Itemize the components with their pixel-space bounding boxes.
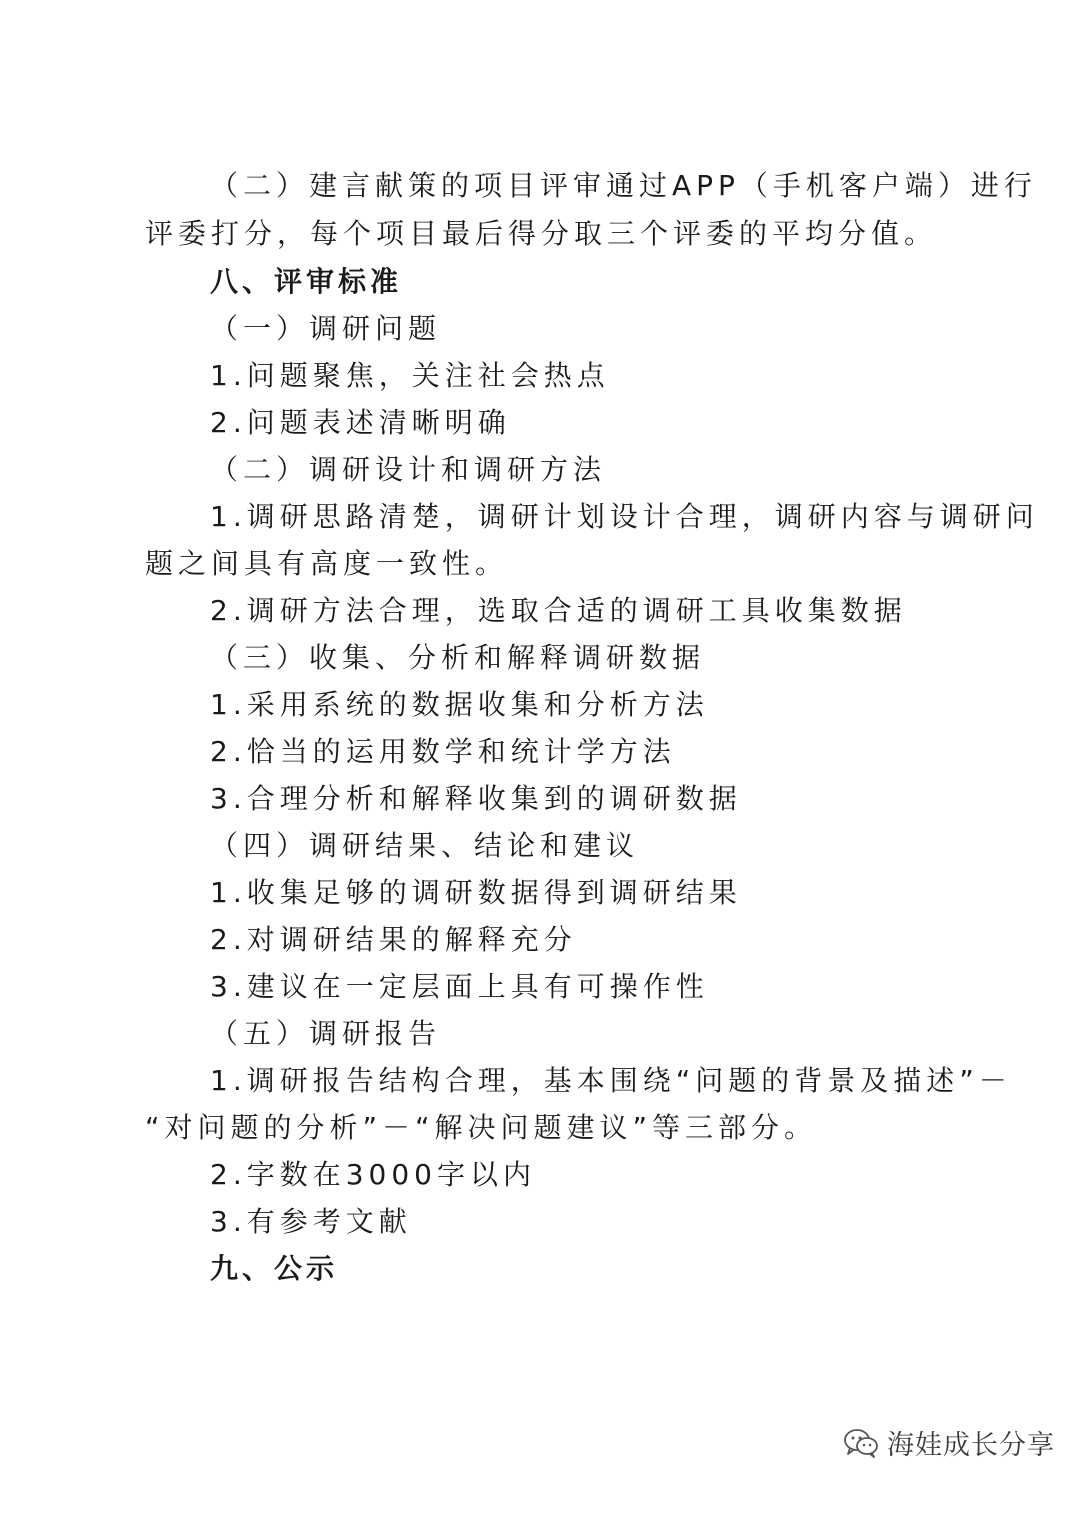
list-item: 3.建议在一定层面上具有可操作性 [210, 970, 709, 1003]
paragraph-line: （二）建言献策的项目评审通过APP（手机客户端）进行 [210, 169, 1037, 202]
paragraph-line: 评委打分，每个项目最后得分取三个评委的平均分值。 [145, 217, 938, 250]
section-heading: 九、公示 [210, 1252, 339, 1285]
list-item: 1.问题聚焦，关注社会热点 [210, 359, 610, 392]
list-item: 2.恰当的运用数学和统计学方法 [210, 735, 676, 768]
list-item: 2.对调研结果的解释充分 [210, 923, 577, 956]
list-item: 2.问题表述清晰明确 [210, 406, 511, 439]
list-item: 3.合理分析和解释收集到的调研数据 [210, 782, 742, 815]
subsection-heading: （五）调研报告 [210, 1017, 442, 1050]
list-item-continuation: 题之间具有高度一致性。 [145, 547, 509, 580]
wechat-icon [843, 1428, 879, 1458]
subsection-heading: （四）调研结果、结论和建议 [210, 829, 640, 862]
list-item: 1.调研思路清楚，调研计划设计合理，调研内容与调研问 [210, 500, 1039, 533]
watermark [843, 1423, 1055, 1462]
watermark-text: 海娃成长分享 [887, 1430, 1055, 1461]
list-item-continuation: “对问题的分析”－“解决问题建议”等三部分。 [145, 1111, 818, 1144]
subsection-heading: （二）调研设计和调研方法 [210, 453, 607, 486]
section-heading: 八、评审标准 [210, 265, 403, 298]
subsection-heading: （一）调研问题 [210, 312, 442, 345]
list-item: 1.调研报告结构合理，基本围绕“问题的背景及描述”－ [210, 1064, 1012, 1097]
list-item: 2.调研方法合理，选取合适的调研工具收集数据 [210, 594, 907, 627]
subsection-heading: （三）收集、分析和解释调研数据 [210, 641, 706, 674]
list-item: 2.字数在3000字以内 [210, 1158, 536, 1191]
list-item: 3.有参考文献 [210, 1205, 412, 1238]
list-item: 1.收集足够的调研数据得到调研结果 [210, 876, 742, 909]
list-item: 1.采用系统的数据收集和分析方法 [210, 688, 709, 721]
